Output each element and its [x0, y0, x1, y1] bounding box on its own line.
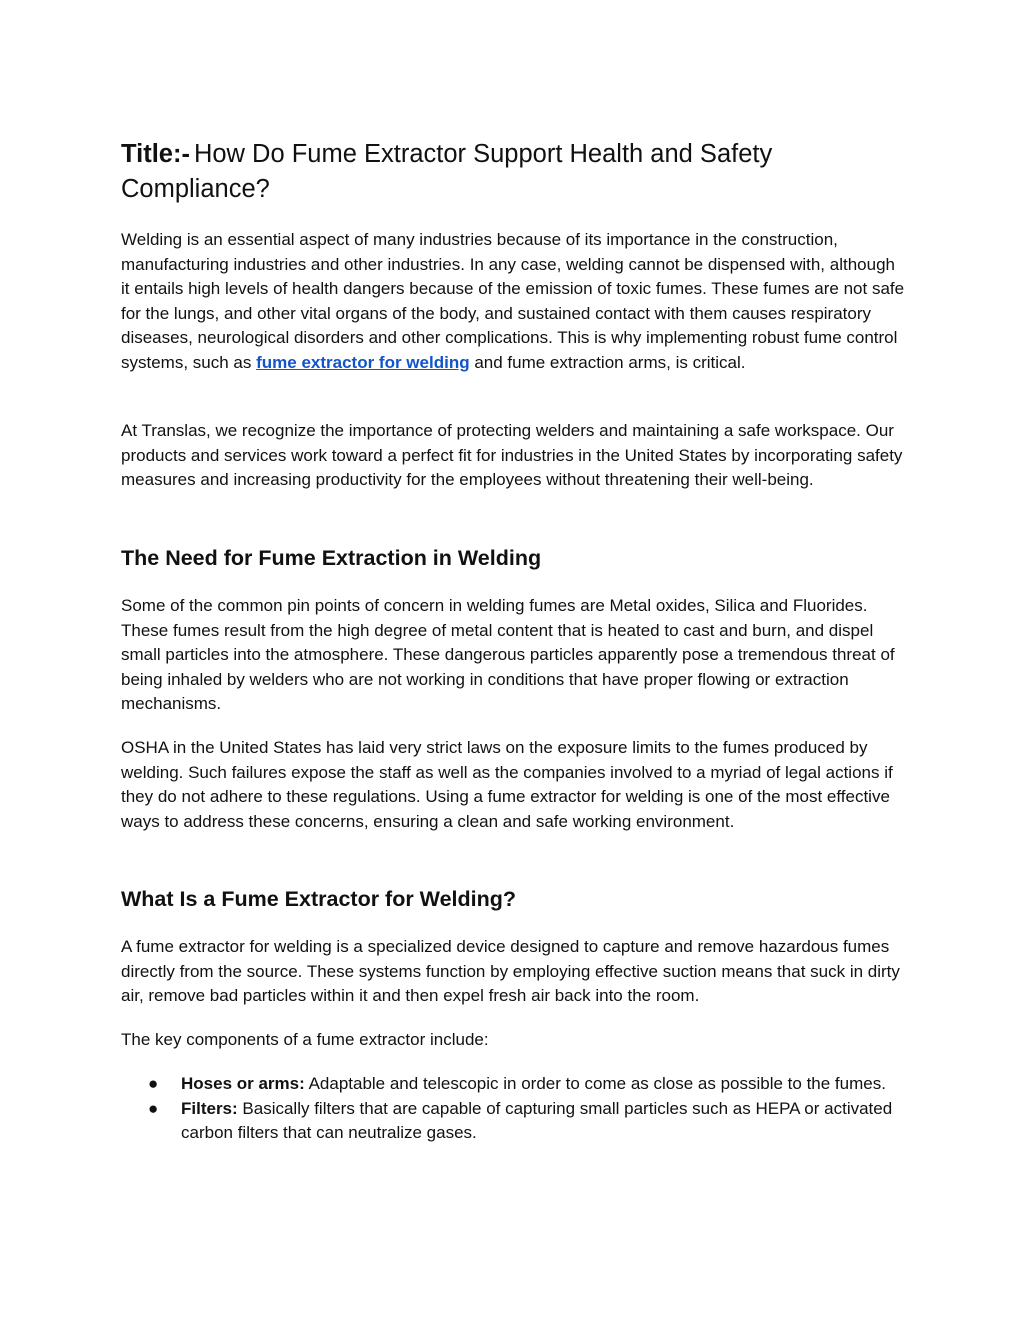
- title-text: How Do Fume Extractor Support Health and Safety Compliance?: [121, 140, 773, 203]
- section-heading-need: The Need for Fume Extraction in Welding: [121, 546, 542, 570]
- fume-extractor-link[interactable]: fume extractor for welding: [256, 352, 470, 372]
- intro-text-after-link: and fume extraction arms, is critical.: [469, 352, 746, 372]
- list-item: [121, 1072, 906, 1097]
- list-item-text: Adaptable and telescopic in order to come as close as possible to the fumes.: [304, 1074, 886, 1093]
- list-item-text: Basically filters that are capable of capturing small particles such as HEPA or activated carbon filters that can neutralize gases.: [181, 1098, 893, 1142]
- bullet-icon: ●: [148, 1074, 159, 1093]
- title-label: Title:-: [121, 140, 190, 168]
- fume-concerns-paragraph: Some of the common pin points of concern in welding fumes are Metal oxides, Silica and Fluorides. These fumes result from the high degree of metal content that is heated to cast and burn, and dispel small particles into the atmosphere. These dangerous particles apparently pose a tremendous threat of being inhaled by welders who are not working in conditions that have proper flowing or extraction mechanisms.: [121, 596, 895, 713]
- osha-paragraph: OSHA in the United States has laid very strict laws on the exposure limits to the fumes produced by welding. Such failures expose the staff as well as the companies involved to a myriad of legal actions if they do not adhere to these regulations. Using a fume extractor for welding is one of the most effective ways to address these concerns, ensuring a clean and safe working environment.: [121, 738, 893, 831]
- list-item: [121, 1097, 906, 1146]
- company-paragraph: At Translas, we recognize the importance of protecting welders and maintaining a safe workspace. Our products and services work toward a perfect fit for industries in the United States by incorporating safety measures and increasing productivity for the employees without threatening their well-being.: [121, 421, 903, 489]
- components-intro-paragraph: The key components of a fume extractor include:: [121, 1030, 489, 1049]
- list-item-term: Hoses or arms:: [181, 1074, 305, 1093]
- list-item-term: Filters:: [181, 1098, 238, 1118]
- section-heading-what-is: What Is a Fume Extractor for Welding?: [121, 887, 517, 911]
- bullet-icon: ●: [148, 1098, 159, 1118]
- intro-text-before-link: Welding is an essential aspect of many industries because of its importance in the construction, manufacturing industries and other industries. In any case, welding cannot be dispensed with, although it entails high levels of health dangers because of the emission of toxic fumes. These fumes are not safe for the lungs, and other vital organs of the body, and sustained contact with them causes respiratory diseases, neurological disorders and other complications. This is why implementing robust fume control systems, such as: [121, 230, 905, 372]
- document-title: [121, 137, 906, 207]
- intro-paragraph: [121, 228, 906, 375]
- components-list: [121, 1072, 906, 1146]
- definition-paragraph: A fume extractor for welding is a specialized device designed to capture and remove hazardous fumes directly from the source. These systems function by employing effective suction means that suck in dirty air, remove bad particles within it and then expel fresh air back into the room.: [121, 937, 900, 1005]
